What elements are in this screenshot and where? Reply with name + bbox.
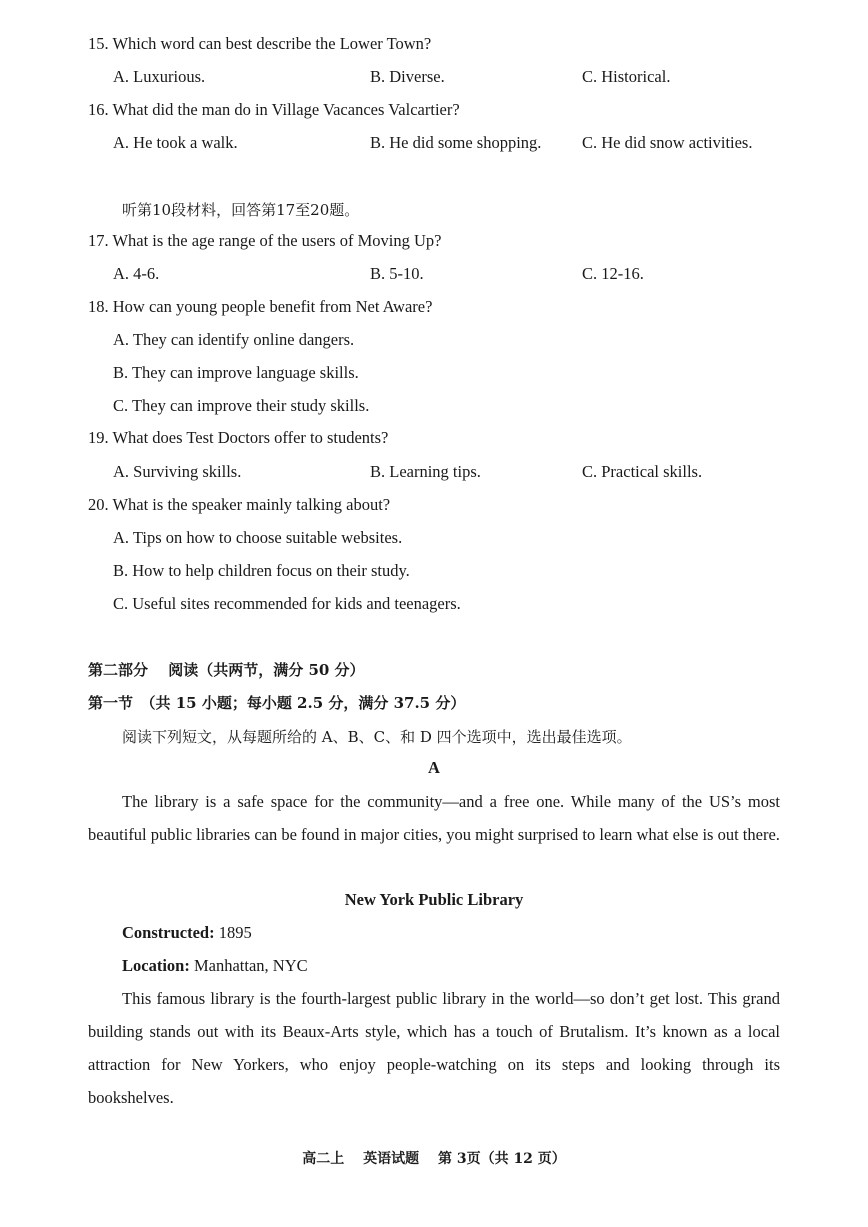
question-text: Which word can best describe the Lower Town? [112,34,432,53]
q15-option-c[interactable]: C. Historical. [582,67,671,86]
question-17 [88,231,441,251]
question-number: 17. [88,231,109,250]
q20-option-a[interactable]: A. Tips on how to choose suitable websites. [113,528,403,547]
q17-option-c[interactable]: C. 12-16. [582,264,644,283]
question-15 [88,34,431,54]
q19-option-c[interactable]: C. Practical skills. [582,462,703,481]
section1-heading: 第一节 （共 15 小题；每小题 2.5 分，满分 37.5 分） [88,694,466,712]
q20-option-c[interactable]: C. Useful sites recommended for kids and teenagers. [113,594,461,613]
passage-intro-text: The library is a safe space for the community—and a free one. While many of the US’s most beautiful public libraries can be found in major cities, you might surprised to learn what else is out there. [88,792,780,844]
q18-option-c[interactable]: C. They can improve their study skills. [113,396,370,415]
passage-intro [88,785,780,851]
q16-option-b[interactable]: B. He did some shopping. [370,133,542,152]
library-title: New York Public Library [344,890,524,909]
location-value: Manhattan, NYC [189,956,308,975]
constructed-value: 1895 [214,923,252,942]
constructed-label: Constructed: [122,923,215,942]
passage-body [88,982,780,1114]
question-number: 16. [88,100,109,119]
q19-option-a[interactable]: A. Surviving skills. [113,462,242,481]
reading-instruction: 阅读下列短文，从每题所给的 A、B、C、和 D 四个选项中，选出最佳选项。 [122,728,632,746]
constructed-line [122,923,252,943]
location-line [122,956,308,976]
question-text: What does Test Doctors offer to students? [112,428,389,447]
question-text: What is the age range of the users of Moving Up? [112,231,442,250]
question-number: 15. [88,34,109,53]
location-label: Location: [122,956,190,975]
listening-instruction: 听第10段材料，回答第17至20题。 [122,201,360,219]
q17-option-a[interactable]: A. 4-6. [113,264,160,283]
question-20 [88,495,390,515]
question-number: 18. [88,297,109,316]
question-number: 20. [88,495,109,514]
q19-option-b[interactable]: B. Learning tips. [370,462,481,481]
q15-option-a[interactable]: A. Luxurious. [113,67,206,86]
question-number: 19. [88,428,109,447]
passage-body-text: This famous library is the fourth-largest public library in the world—so don’t get lost. This grand building stands out with its Beaux-Arts style, which has a touch of Brutalism. It’s known as a local attraction for New Yorkers, who enjoy people-watching on its steps and looking through its bookshelves. [88,989,780,1107]
q18-option-b[interactable]: B. They can improve language skills. [113,363,359,382]
q16-option-c[interactable]: C. He did snow activities. [582,133,753,152]
question-text: What is the speaker mainly talking about? [112,495,391,514]
question-19 [88,428,388,448]
q16-option-a[interactable]: A. He took a walk. [113,133,238,152]
question-text: How can young people benefit from Net Aware? [112,297,433,316]
q20-option-b[interactable]: B. How to help children focus on their study. [113,561,410,580]
q18-option-a[interactable]: A. They can identify online dangers. [113,330,355,349]
question-16 [88,100,460,120]
question-text: What did the man do in Village Vacances Valcartier? [112,100,460,119]
q17-option-b[interactable]: B. 5-10. [370,264,424,283]
page-footer: 高二上 英语试题 第 3页（共 12 页） [302,1151,566,1167]
part2-heading: 第二部分 阅读（共两节，满分 50 分） [88,661,365,679]
question-18 [88,297,432,317]
passage-letter: A [428,758,440,777]
q15-option-b[interactable]: B. Diverse. [370,67,445,86]
